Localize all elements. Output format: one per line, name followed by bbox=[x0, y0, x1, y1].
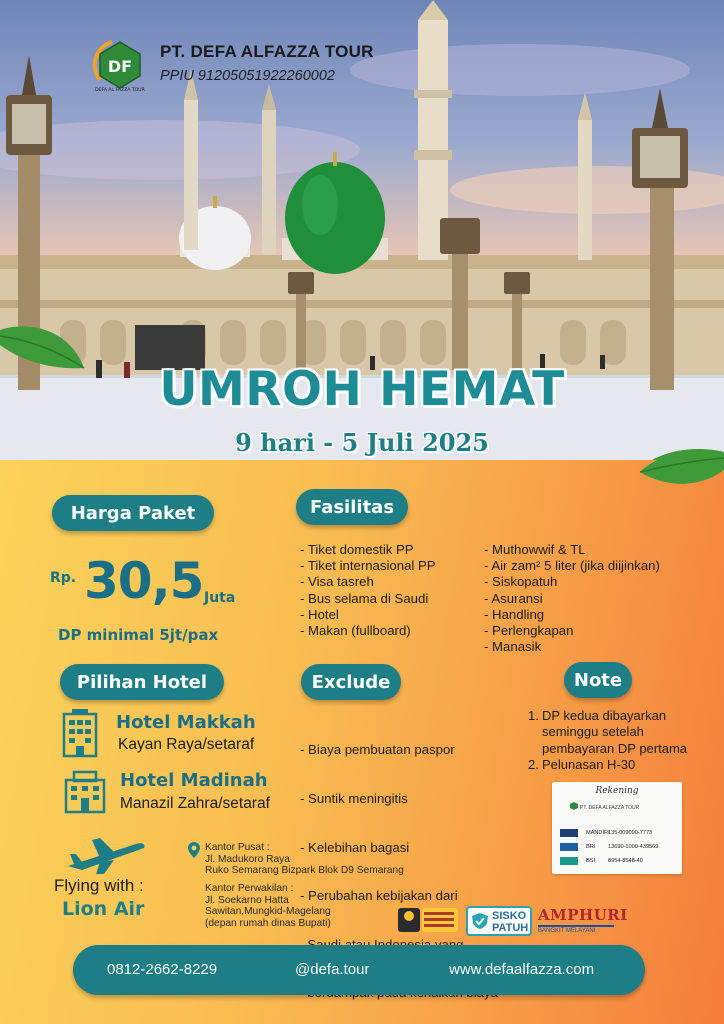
list-item: - Siskopatuh bbox=[484, 574, 558, 590]
company-logo bbox=[92, 36, 148, 92]
office-line: Sawitan,Mungkid-Magelang bbox=[205, 906, 331, 918]
office-line: (depan rumah dinas Bupati) bbox=[205, 917, 331, 929]
list-item: - Kelebihan bagasi bbox=[300, 839, 410, 855]
kantor-perwakilan bbox=[205, 883, 331, 929]
account-number: 8954-8548-40 bbox=[608, 858, 643, 864]
office-line: Jl. Soekarno Hatta bbox=[205, 894, 289, 906]
bank-row bbox=[560, 841, 680, 853]
defa-logo-icon bbox=[92, 36, 148, 92]
pilihan-hotel-label: Pilihan Hotel bbox=[76, 671, 208, 693]
bri-logo-icon bbox=[560, 843, 578, 851]
contact-bar bbox=[73, 945, 645, 995]
account-number: 13690-1000-439569 bbox=[608, 844, 659, 850]
list-item: - Perubahan kebijakan dari bbox=[300, 888, 458, 904]
package-subtitle: 9 hari - 5 Juli 2025 bbox=[235, 428, 489, 457]
list-item: - Suntik meningitis bbox=[300, 791, 408, 807]
siskopatuh-line: PATUH bbox=[492, 922, 529, 934]
office-line: Kantor Perwakilan : bbox=[205, 883, 294, 894]
svg-text:DF: DF bbox=[107, 57, 133, 76]
hotel-makkah-title: Hotel Makkah bbox=[116, 712, 256, 733]
siskopatuh-logo bbox=[466, 906, 532, 936]
harga-paket-label: Harga Paket bbox=[70, 502, 196, 524]
note-pill bbox=[564, 662, 632, 698]
bank-row bbox=[560, 827, 680, 839]
package-title: UMROH HEMAT bbox=[159, 362, 565, 417]
facilities-list-right bbox=[484, 542, 714, 655]
amphuri-logo bbox=[538, 906, 628, 936]
note-number: 1. bbox=[528, 708, 539, 723]
ppiu-number: PPIU 91205051922260002 bbox=[160, 68, 335, 84]
note-text: Pelunasan H-30 bbox=[542, 757, 636, 773]
list-item: - Hotel bbox=[300, 606, 339, 622]
list-item: - Manasik bbox=[484, 639, 542, 655]
office-line: Kantor Pusat : bbox=[205, 842, 270, 853]
hotel-building-icon bbox=[62, 770, 108, 814]
facilities-list-left bbox=[300, 542, 480, 639]
harga-paket-pill bbox=[52, 495, 214, 531]
list-item: - Asuransi bbox=[484, 590, 543, 606]
office-line: Ruko Semarang Bizpark Blok D9 Semarang bbox=[205, 865, 404, 877]
instagram-handle-link[interactable]: @defa.tour bbox=[295, 961, 370, 978]
fasilitas-label: Fasilitas bbox=[309, 496, 395, 518]
bsi-logo-icon bbox=[560, 857, 578, 865]
website-link[interactable]: www.defaalfazza.com bbox=[449, 961, 595, 978]
company-name: PT. DEFA ALFAZZA TOUR bbox=[160, 42, 374, 61]
kantor-pusat bbox=[205, 842, 404, 877]
hotel-building-icon bbox=[58, 708, 102, 758]
bank-name: MANDIRI bbox=[586, 830, 610, 836]
list-item: - Makan (fullboard) bbox=[300, 623, 411, 639]
rekening-company: PT. DEFA ALFAZZA TOUR bbox=[580, 805, 640, 811]
list-item: - Bus selama di Saudi bbox=[300, 590, 429, 606]
flying-with-label: Flying with : bbox=[54, 876, 144, 895]
note-item bbox=[528, 757, 718, 773]
list-item: - Handling bbox=[484, 606, 545, 622]
mandiri-logo-icon bbox=[560, 829, 578, 837]
price-currency: Rp. bbox=[50, 570, 77, 586]
amphuri-text: AMPHURI bbox=[538, 906, 628, 924]
airplane-icon bbox=[66, 836, 148, 876]
note-text: DP kedua dibayarkan seminggu setelah pembayaran DP pertama bbox=[542, 708, 688, 756]
list-item: - Air zam² 5 liter (jika diijinkan) bbox=[484, 558, 660, 574]
hotel-makkah-name: Kayan Raya/setaraf bbox=[118, 736, 255, 753]
rekening-title: Rekening bbox=[595, 786, 639, 796]
bank-name: BRI bbox=[586, 844, 596, 850]
list-item: - Visa tasreh bbox=[300, 574, 374, 590]
price-amount: 30,5 bbox=[84, 552, 204, 610]
bank-row bbox=[560, 855, 680, 867]
list-item: - Biaya pembuatan paspor bbox=[300, 742, 455, 758]
shield-icon bbox=[471, 912, 489, 930]
hotel-madinah-name: Manazil Zahra/setaraf bbox=[120, 795, 270, 812]
list-item: - Muthowwif & TL bbox=[484, 542, 586, 557]
list-item: - Perlengkapan bbox=[484, 623, 574, 639]
bank-name: BSI bbox=[586, 858, 596, 864]
hotel-madinah-title: Hotel Madinah bbox=[120, 770, 268, 791]
siskopatuh-line: SISKO bbox=[492, 910, 527, 922]
account-number: 135-009090-7773 bbox=[608, 830, 653, 836]
pilihan-hotel-pill bbox=[60, 664, 224, 700]
siskopatuh-text bbox=[492, 910, 528, 934]
airline-name: Lion Air bbox=[62, 898, 145, 920]
amphuri-tagline: BANGKIT MELAYANI bbox=[538, 928, 596, 934]
dp-minimum-note: DP minimal 5jt/pax bbox=[58, 626, 219, 644]
exclude-pill bbox=[301, 664, 401, 700]
list-item: - Tiket internasional PP bbox=[300, 558, 436, 574]
location-pin-icon bbox=[188, 842, 200, 858]
note-item bbox=[528, 708, 718, 757]
office-line: Jl. Madukoro Raya bbox=[205, 853, 290, 865]
fasilitas-pill bbox=[296, 489, 408, 525]
defa-logo-icon bbox=[570, 802, 578, 810]
note-label: Note bbox=[573, 669, 623, 691]
phone-number-link[interactable]: 0812-2662-8229 bbox=[107, 961, 218, 978]
ministry-partner-logo-icon bbox=[396, 904, 460, 936]
note-list bbox=[528, 708, 718, 774]
exclude-label: Exclude bbox=[311, 671, 391, 693]
rekening-card bbox=[552, 782, 682, 874]
svg-text:DEFA AL FAZZA TOUR: DEFA AL FAZZA TOUR bbox=[95, 88, 145, 92]
price-unit: Juta bbox=[204, 590, 236, 606]
list-item: - Tiket domestik PP bbox=[300, 542, 414, 557]
note-number: 2. bbox=[528, 757, 539, 773]
